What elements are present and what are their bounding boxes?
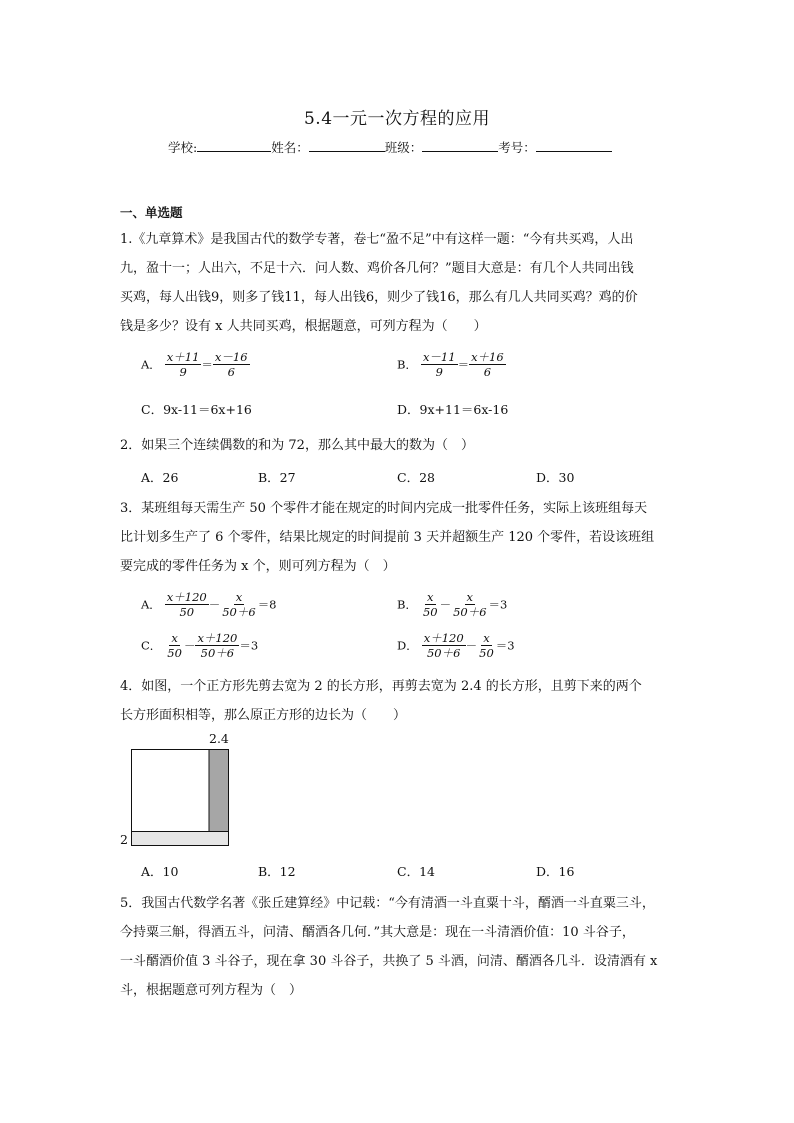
question-3	[120, 494, 654, 581]
fraction: $\frac{x}{50}$	[167, 631, 182, 660]
question-2: 2．如果三个连续偶数的和为 72，那么其中最大的数为（ ）	[120, 438, 474, 453]
name-blank	[309, 139, 385, 152]
square-diagram	[131, 749, 229, 846]
q5-line-1: 5．我国古代数学名著《张丘建算经》中记载：“今有清酒一斗直粟十斗，醑酒一斗直粟三斗，	[120, 896, 655, 911]
figure-label-left: 2	[120, 832, 128, 847]
q1-line-1: 1.《九章算术》是我国古代的数学专著，卷七“盈不足”中有这样一题：“今有共买鸡，人出	[120, 232, 634, 247]
q1-option-d: D．9x+11＝6x-16	[397, 402, 509, 417]
page-title: 5.4一元一次方程的应用	[303, 109, 491, 129]
q1-line-4: 钱是多少？设有 x 人共同买鸡，根据题意，可列方程为（ ）	[120, 319, 487, 334]
fraction: $\frac{x+11}{9}$	[166, 350, 200, 379]
fraction: $\frac{x}{50}$	[422, 590, 438, 619]
q4-option-d: D．16	[536, 864, 575, 879]
q4-line-2: 长方形面积相等，那么原正方形的边长为（ ）	[120, 708, 407, 723]
q2-option-d: D．30	[536, 470, 575, 485]
q4-line-1: 4．如图，一个正方形先剪去宽为 2 的长方形，再剪去宽为 2.4 的长方形，且剪下来的两个	[120, 679, 642, 694]
fraction: $\frac{x}{50}$	[479, 631, 494, 660]
cut-strip-vertical	[209, 750, 229, 832]
number-label: 考号：	[498, 140, 536, 155]
fraction: $\frac{x}{50+6}$	[222, 590, 256, 619]
fraction: $\frac{x+16}{6}$	[471, 350, 504, 379]
q5-line-4: 斗，根据题意可列方程为（ ）	[120, 983, 303, 998]
q4-option-b: B．12	[258, 864, 296, 879]
q1-line-3: 买鸡，每人出钱9，则多了钱11，每人出钱6，则少了钱16，那么有几人共同买鸡？鸡的价	[120, 290, 638, 305]
student-info-line	[168, 138, 612, 156]
q1-line-2: 九，盈十一；人出六，不足十六．问人数、鸡价各几何？”题目大意是：有几个人共同出钱	[120, 261, 634, 276]
fraction: $\frac{x+120}{50+6}$	[423, 631, 464, 660]
figure-label-top: 2.4	[209, 731, 229, 746]
q3-option-b: B． $\frac{x}{50}$ － $\frac{x}{50+6}$ ＝3	[397, 590, 508, 619]
question-5	[120, 889, 657, 1005]
cut-strip-horizontal	[132, 832, 229, 846]
q5-line-3: 一斗醑酒价值 3 斗谷子，现在拿 30 斗谷子，共换了 5 斗酒，问清、醑酒各几斗．设清酒有 x	[120, 954, 658, 969]
q1-option-c: C．9x-11＝6x+16	[141, 402, 252, 417]
fraction: $\frac{x+120}{50+6}$	[197, 631, 238, 660]
q3-line-2: 比计划多生产了 6 个零件，结果比规定的时间提前 3 天并超额生产 120 个零件，若设该班组	[120, 530, 655, 545]
fraction: $\frac{x-16}{6}$	[214, 350, 248, 379]
q2-option-c: C．28	[397, 470, 435, 485]
section-heading: 一、单选题	[120, 205, 183, 220]
q3-option-c: C． $\frac{x}{50}$ － $\frac{x+120}{50+6}$ ＝3	[141, 631, 259, 660]
name-label: 姓名：	[271, 140, 309, 155]
school-blank	[197, 139, 271, 152]
fraction: $\frac{x}{50+6}$	[453, 590, 487, 619]
q2-option-b: B．27	[258, 470, 296, 485]
q1-option-b: B． $\frac{x-11}{9}$ ＝ $\frac{x+16}{6}$	[397, 350, 504, 379]
class-blank	[422, 139, 498, 152]
fraction: $\frac{x+120}{50}$	[166, 590, 207, 619]
fraction: $\frac{x-11}{9}$	[422, 350, 456, 379]
class-label: 班级：	[384, 140, 423, 155]
q3-line-3: 要完成的零件任务为 x 个，则可列方程为（ ）	[120, 559, 396, 574]
q3-option-a: A． $\frac{x+120}{50}$ － $\frac{x}{50+6}$ ＝8	[141, 590, 277, 619]
q3-option-d: D． $\frac{x+120}{50+6}$ － $\frac{x}{50}$ ＝3	[397, 631, 515, 660]
q4-option-a: A．10	[141, 864, 179, 879]
q1-option-a: A． $\frac{x+11}{9}$ ＝ $\frac{x-16}{6}$	[141, 350, 248, 379]
question-4	[120, 672, 642, 730]
q3-line-1: 3．某班组每天需生产 50 个零件才能在规定的时间内完成一批零件任务，实际上该班组每天	[120, 501, 648, 516]
number-blank	[536, 139, 612, 152]
question-1	[120, 225, 638, 341]
school-label: 学校:	[168, 140, 198, 155]
q4-option-c: C．14	[397, 864, 435, 879]
q5-line-2: 今持粟三斛，得酒五斗，问清、醑酒各几何．”其大意是：现在一斗清酒价值：10 斗谷子，	[120, 925, 635, 940]
q2-option-a: A．26	[141, 470, 179, 485]
square-figure	[131, 749, 229, 846]
